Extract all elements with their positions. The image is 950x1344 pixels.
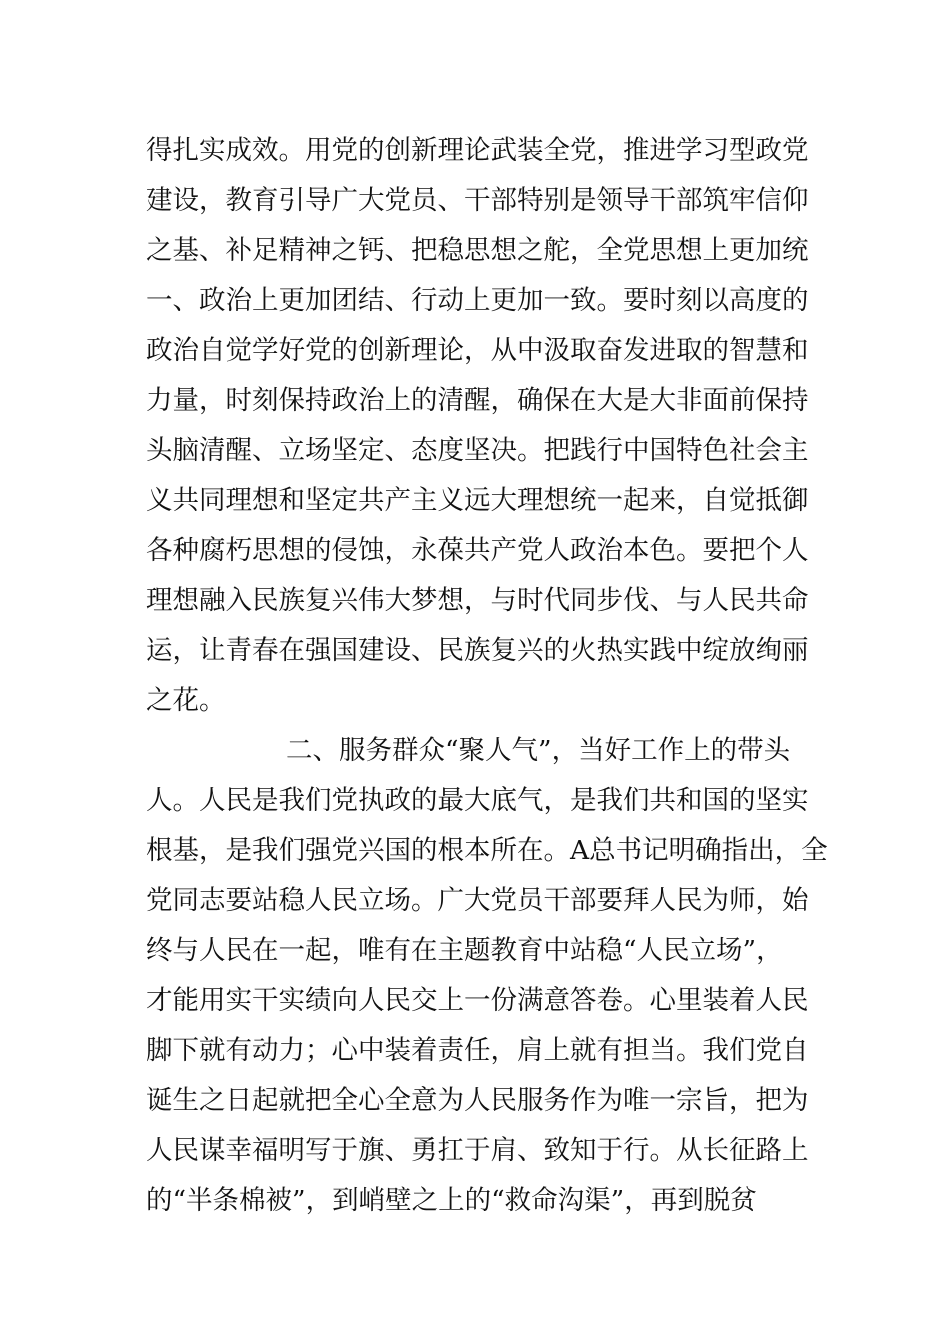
- text-line-5: 政治自觉学好党的创新理论，从中汲取奋发进取的智慧和: [146, 335, 809, 366]
- text-line-12: 之花。: [146, 685, 226, 716]
- text-line-20: 诞生之日起就把全心全意为人民服务作为唯一宗旨，把为: [146, 1085, 809, 1116]
- text-line-8: 义共同理想和坚定共产主义远大理想统一起来，自觉抵御: [146, 485, 809, 516]
- text-line-1: 得扎实成效。用党的创新理论武装全党，推进学习型政党: [146, 135, 809, 166]
- text-line-10: 理想融入民族复兴伟大梦想，与时代同步伐、与人民共命: [146, 585, 809, 616]
- text-line-16: 党同志要站稳人民立场。广大党员干部要拜人民为师，始: [146, 885, 809, 916]
- text-line-22: 的“半条棉被”，到峭壁之上的“救命沟渠”，再到脱贫: [146, 1185, 757, 1216]
- text-line-11: 运，让青春在强国建设、民族复兴的火热实践中绽放绚丽: [146, 635, 809, 666]
- text-line-3: 之基、补足精神之钙、把稳思想之舵，全党思想上更加统: [146, 235, 809, 266]
- text-line-2: 建设，教育引导广大党员、干部特别是领导干部筑牢信仰: [146, 185, 809, 216]
- text-line-18: 才能用实干实绩向人民交上一份满意答卷。心里装着人民: [146, 985, 809, 1016]
- text-line-21: 人民谋幸福明写于旗、勇扛于肩、致知于行。从长征路上: [146, 1135, 809, 1166]
- text-line-14: 人。人民是我们党执政的最大底气，是我们共和国的坚实: [146, 785, 809, 816]
- text-line-4: 一、政治上更加团结、行动上更加一致。要时刻以高度的: [146, 285, 809, 316]
- text-line-17: 终与人民在一起，唯有在主题教育中站稳“人民立场”，: [146, 935, 783, 966]
- text-line-9: 各种腐朽思想的侵蚀，永葆共产党人政治本色。要把个人: [146, 535, 809, 566]
- text-line-6: 力量，时刻保持政治上的清醒，确保在大是大非面前保持: [146, 385, 809, 416]
- section-heading-line: 二、服务群众“聚人气”，当好工作上的带头: [286, 735, 791, 766]
- text-line-7: 头脑清醒、立场坚定、态度坚决。把践行中国特色社会主: [146, 435, 809, 466]
- text-line-19: 脚下就有动力；心中装着责任，肩上就有担当。我们党自: [146, 1035, 809, 1066]
- text-line-15: 根基，是我们强党兴国的根本所在。A总书记明确指出，全: [146, 835, 828, 866]
